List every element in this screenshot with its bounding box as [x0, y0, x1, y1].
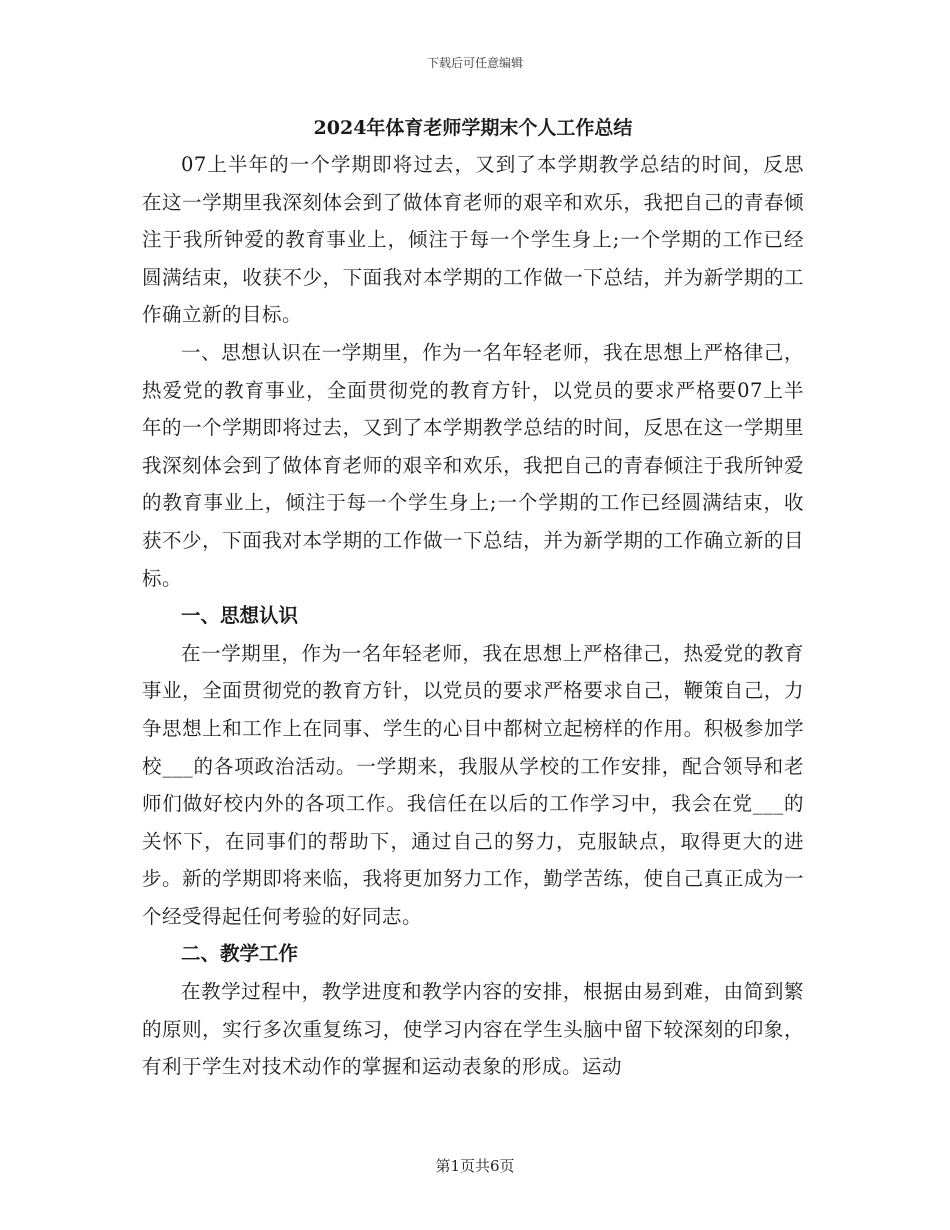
document-title: 2024年体育老师学期末个人工作总结	[313, 117, 633, 139]
header-note: 下载后可任意编辑	[426, 56, 523, 70]
paragraph-intro: 07上半年的一个学期即将过去，又到了本学期教学总结的时间，反思在这一学期里我深刻体会到了做体育老师的艰辛和欢乐，我把自己的青春倾注于我所钟爱的教育事业上，倾注于每一个学生身上;一个学期的工作已经圆满结束，收获不少，下面我对本学期的工作做一下总结，并为新学期的工作确立新的目标。	[142, 153, 804, 327]
paragraph-thought: 在一学期里，作为一名年轻老师，我在思想上严格律己，热爱党的教育事业，全面贯彻党的教育方针，以党员的要求严格要求自己，鞭策自己，力争思想上和工作上在同事、学生的心目中都树立起榜样的作用。积极参加学校___的各项政治活动。一学期来，我服从学校的工作安排，配合领导和老师们做好校内外的各项工作。我信任在以后的工作学习中，我会在党___的关怀下，在同事们的帮助下，通过自己的努力，克服缺点，取得更大的进步。新的学期即将来临，我将更加努力工作，勤学苦练，使自己真正成为一个经受得起任何考验的好同志。	[142, 641, 804, 928]
paragraph-teaching: 在教学过程中，教学进度和教学内容的安排，根据由易到难，由简到繁的原则，实行多次重复练习，使学习内容在学生头脑中留下较深刻的印象，有利于学生对技术动作的掌握和运动表象的形成。运动	[142, 980, 804, 1079]
paragraph-repeat: 一、思想认识在一学期里，作为一名年轻老师，我在思想上严格律己，热爱党的教育事业，全面贯彻党的教育方针，以党员的要求严格要07上半年的一个学期即将过去，又到了本学期教学总结的时间，反思在这一学期里我深刻体会到了做体育老师的艰辛和欢乐，我把自己的青春倾注于我所钟爱的教育事业上，倾注于每一个学生身上;一个学期的工作已经圆满结束，收获不少，下面我对本学期的工作做一下总结，并为新学期的工作确立新的目标。	[142, 340, 804, 590]
section-heading-thought: 一、思想认识	[181, 604, 299, 628]
section-heading-teaching: 二、教学工作	[181, 942, 299, 966]
page-number: 第1页共6页	[435, 1157, 515, 1175]
document-body	[142, 110, 804, 1086]
